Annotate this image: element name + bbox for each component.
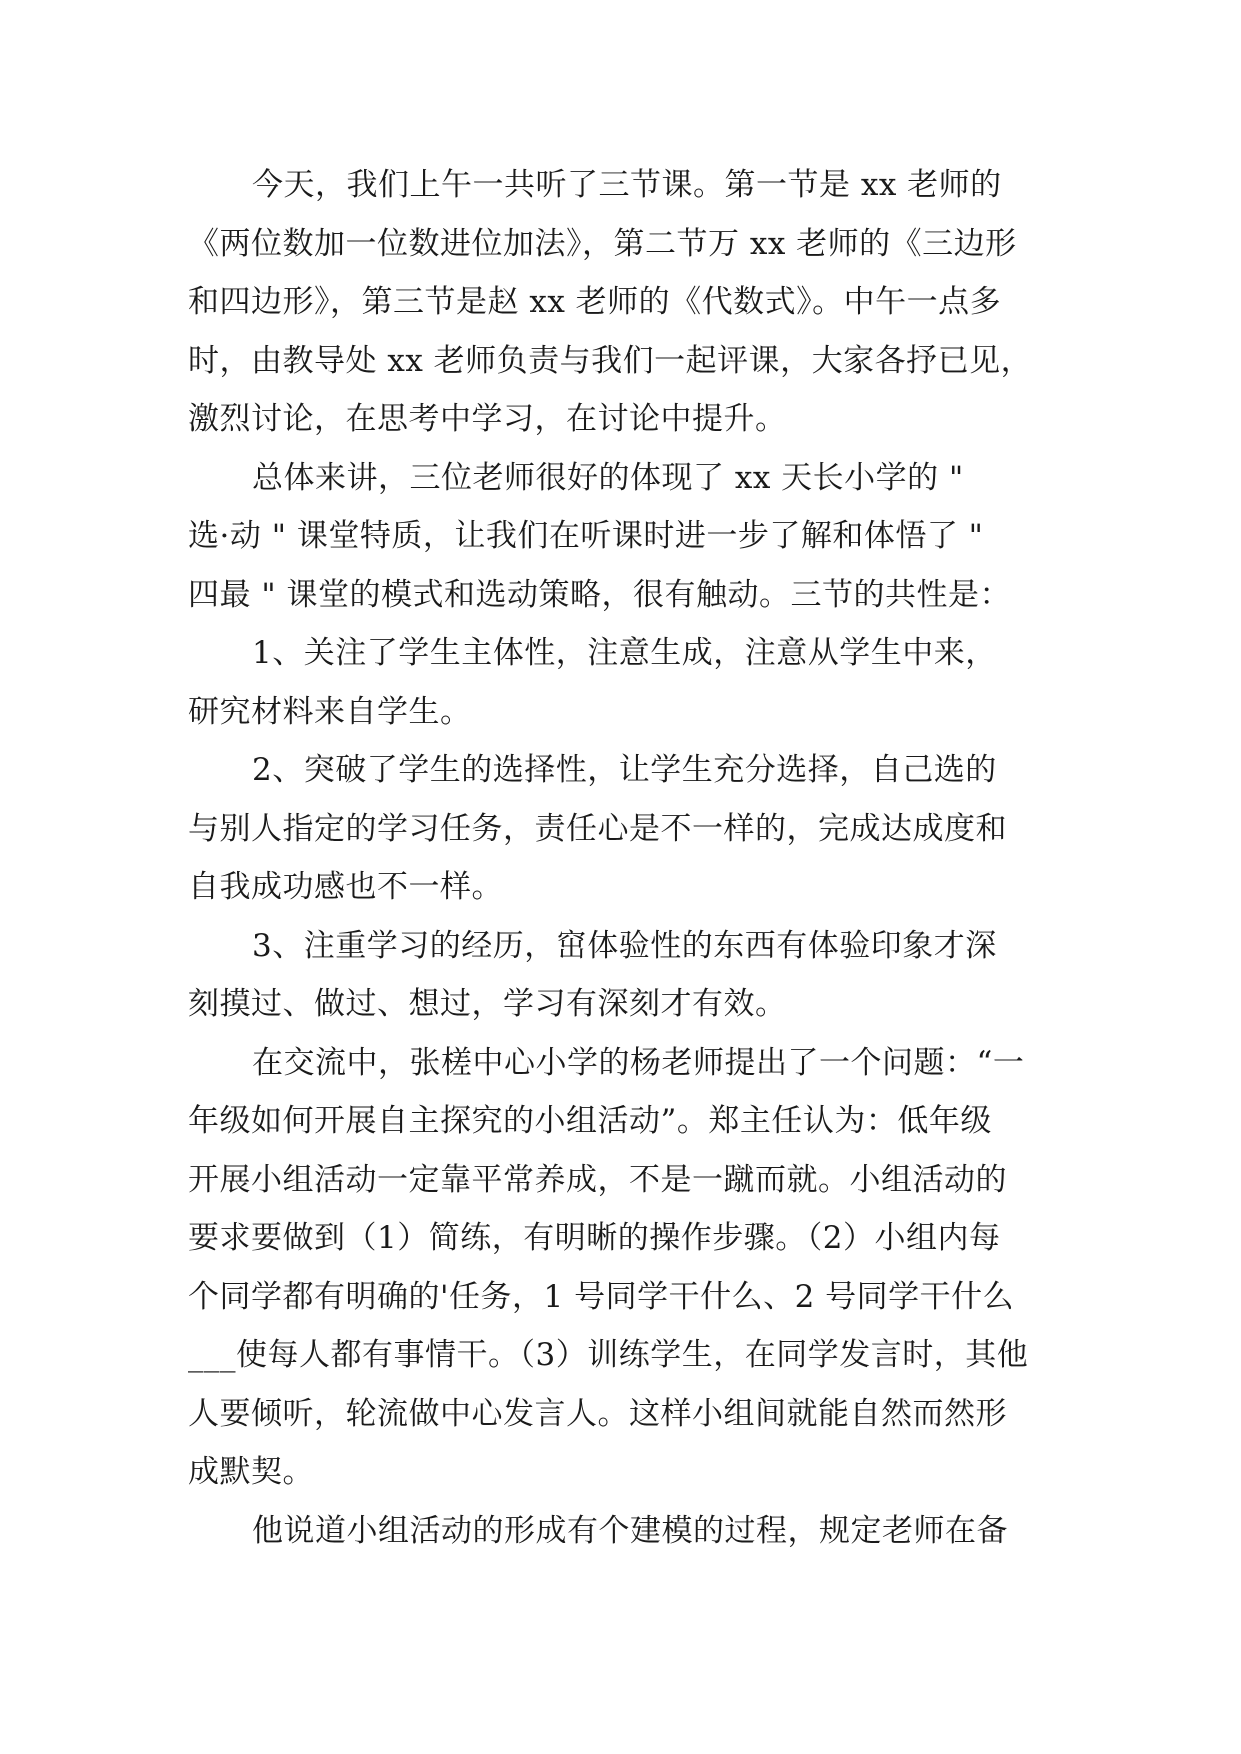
paragraph <box>188 741 1060 917</box>
text-line: 开展小组活动一定靠平常养成，不是一蹴而就。小组活动的 <box>188 1161 1007 1198</box>
paragraph <box>188 156 1060 449</box>
text-line: 研究材料来自学生。 <box>188 693 472 730</box>
text-line: 3、注重学习的经历，窋体验性的东西有体验印象才深 <box>252 927 997 964</box>
text-line: 《两位数加一位数进位加法》，第二节万 xx 老师的《三边形 <box>188 225 1017 262</box>
text-line: 要求要做到（1）简练，有明晰的操作步骤。（2）小组内每 <box>188 1220 1001 1256</box>
text-line: 1、关注了学生主体性，注意生成，注意从学生中来， <box>252 635 997 671</box>
text-line: 年级如何开展自主探究的小组活动”。郑主任认为：低年级 <box>188 1103 992 1139</box>
paragraph <box>188 449 1060 625</box>
paragraph <box>188 1502 1060 1561</box>
text-line: 今天，我们上午一共听了三节课。第一节是 xx 老师的 <box>252 167 1002 203</box>
text-line: 自我成功感也不一样。 <box>188 869 503 905</box>
text-line: 他说道小组活动的形成有个建模的过程，规定老师在备 <box>252 1512 1008 1549</box>
text-line: 激烈讨论，在思考中学习，在讨论中提升。 <box>188 401 787 437</box>
paragraph <box>188 917 1060 1034</box>
text-line: 刻摸过、做过、想过，学习有深刻才有效。 <box>188 986 787 1022</box>
text-line: 选·动 " 课堂特质，让我们在听课时进一步了解和体悟了 " <box>188 518 984 554</box>
paragraph <box>188 1034 1060 1502</box>
text-line: 时，由教导处 xx 老师负责与我们一起评课，大家各抒已见， <box>188 342 1033 379</box>
paragraph <box>188 624 1060 741</box>
text-line: 在交流中，张槎中心小学的杨老师提出了一个问题：“一 <box>252 1044 1025 1081</box>
text-line: 成默契。 <box>188 1454 314 1490</box>
text-line: ___使每人都有事情干。（3）训练学生，在同学发言时，其他 <box>188 1337 1029 1373</box>
text-line: 2、突破了学生的选择性，让学生充分选择，自己选的 <box>252 752 997 788</box>
text-line: 四最 " 课堂的模式和选动策略，很有触动。三节的共性是： <box>188 576 1011 613</box>
text-line: 个同学都有明确的'任务，1 号同学干什么、2 号同学干什么 <box>188 1278 1015 1315</box>
text-line: 与别人指定的学习任务，责任心是不一样的，完成达成度和 <box>188 810 1007 847</box>
document-body <box>188 156 1060 1560</box>
text-line: 总体来讲，三位老师很好的体现了 xx 天长小学的 " <box>252 459 964 496</box>
text-line: 和四边形》，第三节是赵 xx 老师的《代数式》。中午一点多 <box>188 284 1002 320</box>
text-line: 人要倾听，轮流做中心发言人。这样小组间就能自然而然形 <box>188 1395 1007 1432</box>
